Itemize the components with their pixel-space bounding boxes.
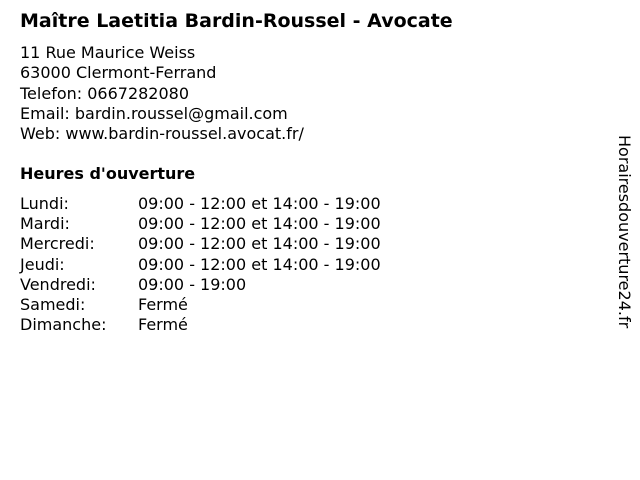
hours-row-lundi [20, 194, 381, 214]
hours-day: Dimanche: [20, 315, 107, 335]
hours-time: 09:00 - 12:00 et 14:00 - 19:00 [138, 194, 381, 213]
hours-row-mardi [20, 214, 381, 234]
website-url: Web: www.bardin-roussel.avocat.fr/ [20, 124, 304, 144]
hours-time: 09:00 - 12:00 et 14:00 - 19:00 [138, 214, 381, 234]
hours-day: Samedi: [20, 295, 86, 315]
hours-day: Mercredi: [20, 234, 95, 254]
hours-day: Vendredi: [20, 274, 96, 294]
hours-time: Fermé [138, 315, 188, 335]
address-block [20, 43, 304, 144]
hours-row-dimanche [20, 315, 381, 335]
hours-row-jeudi [20, 255, 381, 275]
hours-time: 09:00 - 12:00 et 14:00 - 19:00 [138, 254, 381, 274]
hours-row-samedi [20, 295, 381, 315]
city-address: 63000 Clermont-Ferrand [20, 63, 217, 83]
hours-day: Lundi: [20, 194, 69, 213]
email-address: Email: bardin.roussel@gmail.com [20, 103, 288, 123]
hours-heading: Heures d'ouverture [20, 164, 196, 183]
site-watermark: Horairesdouverture24.fr [615, 135, 634, 329]
hours-row-mercredi [20, 234, 381, 254]
hours-row-vendredi [20, 275, 381, 295]
page-title: Maître Laetitia Bardin-Roussel - Avocate [20, 10, 453, 32]
hours-time: 09:00 - 19:00 [138, 274, 247, 294]
street-address: 11 Rue Maurice Weiss [20, 43, 196, 62]
hours-day: Mardi: [20, 214, 70, 234]
phone-number: Telefon: 0667282080 [20, 83, 190, 103]
hours-time: Fermé [138, 295, 188, 315]
hours-list [20, 194, 381, 335]
hours-time: 09:00 - 12:00 et 14:00 - 19:00 [138, 234, 381, 254]
hours-day: Jeudi: [20, 254, 65, 274]
